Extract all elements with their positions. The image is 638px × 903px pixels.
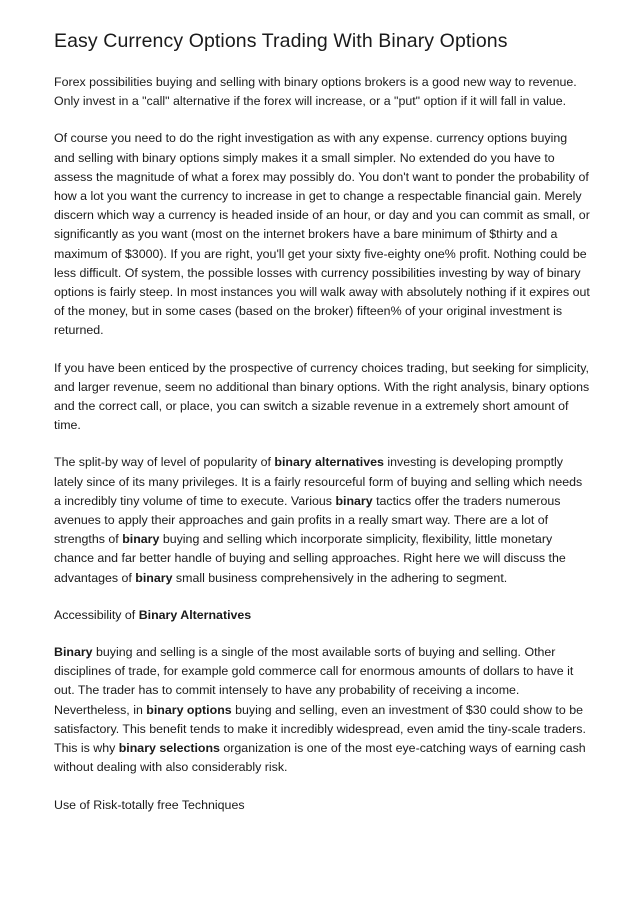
text-run: buying and selling is a single of the most available sorts of buying and selling. Other disciplines of trade, for example gold commerce call for enormous amounts of dollars to have it out. The trader has to commit intensely to have any probability of receiving a income. Nevertheless, in (54, 645, 574, 717)
document-title: Easy Currency Options Trading With Binary Options (54, 30, 508, 52)
heading-bold: Binary Alternatives (138, 607, 252, 622)
document-page (54, 28, 590, 833)
bold-term: binary options (146, 702, 232, 717)
paragraph-popularity (54, 453, 590, 587)
text-run: tactics offer the traders numerous avenues to apply their approaches and gain profits in a really smart way. There are a lot of strengths of (54, 493, 561, 547)
heading-text: Accessibility of (54, 607, 139, 622)
section-heading-accessibility (54, 606, 590, 625)
section-heading-risk-free: Use of Risk-totally free Techniques (54, 797, 245, 812)
paragraph-accessibility (54, 643, 590, 777)
text-run: buying and selling which incorporate simplicity, flexibility, little monetary chance and far better handle of buying and selling approaches. Right here we will discuss the advantages of (54, 532, 566, 585)
text-run: investing is developing promptly lately since of its many privileges. It is a fairly resourceful form of buying and selling which needs a incredibly tiny volume of time to execute. Various (54, 455, 583, 508)
paragraph-intro: Forex possibilities buying and selling with binary options brokers is a good new way to revenue. Only invest in a "call" alternative if the forex will increase, or a "put" option if it will fall in value. (54, 75, 577, 109)
text-run: buying and selling, even an investment of $30 could show to be satisfactory. This benefit tends to make it incredibly widespread, even amid the tiny-scale traders. This is why (54, 702, 586, 756)
paragraph-enticed: If you have been enticed by the prospective of currency choices trading, but seeking for simplicity, and larger revenue, seem no additional than binary options. With the right analysis, binary options and the correct call, or place, you can switch a sizable revenue in a extremely short amount of time. (54, 360, 590, 433)
bold-term: Binary (54, 645, 93, 660)
bold-term: binary (135, 570, 173, 585)
bold-term: binary (335, 493, 373, 508)
text-run: organization is one of the most eye-catching ways of earning cash without dealing with also considerably risk. (54, 741, 586, 775)
paragraph-investigation: Of course you need to do the right investigation as with any expense. currency options buying and selling with binary options simply makes it a small simpler. No extended do you have to assess the magnitude of what a forex may possibly do. You don't want to ponder the probability of how a lot you want the currency to increase in get to change a respectable financial gain. Merely discern which way a currency is headed inside of an hour, or day and you can commit as small, or significantly as you want (most on the internet brokers have a bare minimum of $thirty and a maximum of $3000). If you are right, you'll get your sixty five-eighty one% profit. Nothing could be less difficult. Of system, the possible losses with currency possibilities investing by way of binary options is fairly steep. In most instances you will walk away with absolutely nothing if it expires out of the money, but in some cases (based on the broker) fifteen% of your original investment is returned. (54, 131, 590, 338)
bold-term: binary selections (118, 741, 220, 756)
text-run: small business comprehensively in the adhering to segment. (172, 570, 508, 585)
bold-term: binary alternatives (274, 455, 384, 470)
bold-term: binary (122, 532, 160, 547)
text-run: The split-by way of level of popularity of (54, 455, 275, 470)
